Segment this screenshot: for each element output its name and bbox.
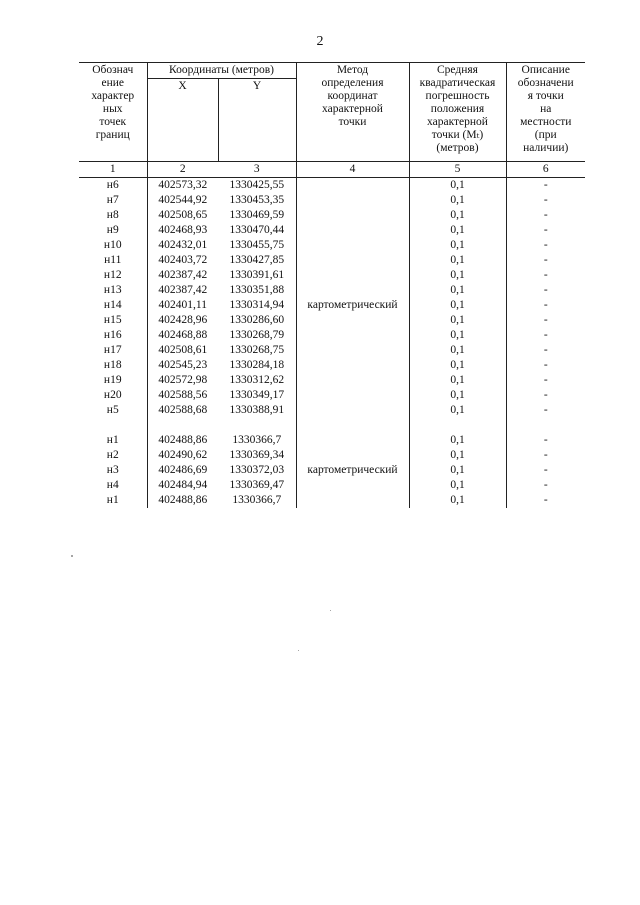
description-cell: - — [543, 329, 548, 341]
point-cell: н1 — [79, 493, 147, 508]
description-cell: - — [543, 224, 548, 236]
point-cell: н14 — [79, 298, 147, 313]
point-cell: н8 — [79, 208, 147, 223]
method-cell: картометрический — [296, 433, 409, 508]
column-number: 4 — [296, 162, 409, 178]
error-cell: 0,1 — [409, 268, 506, 283]
description-cell: - — [543, 254, 548, 266]
y-cell: 1330391,61 — [218, 268, 296, 283]
error-cell: 0,1 — [409, 193, 506, 208]
point-cell: н13 — [79, 283, 147, 298]
description-cell: - — [543, 464, 548, 476]
error-cell: 0,1 — [409, 298, 506, 313]
point-cell: н11 — [79, 253, 147, 268]
x-cell: 402484,94 — [158, 479, 208, 491]
point-cell: н7 — [79, 193, 147, 208]
x-cell: 402588,56 — [158, 389, 208, 401]
description-cell: - — [543, 434, 548, 446]
point-cell: н4 — [79, 478, 147, 493]
point-cell: н17 — [79, 343, 147, 358]
description-cell: - — [543, 239, 548, 251]
x-cell: 402588,68 — [158, 404, 208, 416]
description-cell: - — [543, 359, 548, 371]
x-cell: 402573,32 — [158, 179, 208, 191]
error-cell: 0,1 — [409, 358, 506, 373]
error-cell: 0,1 — [409, 223, 506, 238]
table-row — [79, 178, 585, 194]
y-cell: 1330268,75 — [218, 343, 296, 358]
x-cell: 402572,98 — [158, 374, 208, 386]
point-cell: н2 — [79, 448, 147, 463]
y-cell: 1330470,44 — [218, 223, 296, 238]
point-cell: н10 — [79, 238, 147, 253]
scan-speck — [298, 650, 299, 651]
scan-speck — [71, 555, 73, 557]
y-cell: 1330427,85 — [218, 253, 296, 268]
error-cell: 0,1 — [409, 253, 506, 268]
point-cell: н18 — [79, 358, 147, 373]
column-number: 3 — [218, 162, 296, 178]
point-cell: н5 — [79, 403, 147, 418]
description-cell: - — [543, 314, 548, 326]
error-cell: 0,1 — [409, 178, 506, 194]
point-cell: н12 — [79, 268, 147, 283]
y-cell: 1330453,35 — [218, 193, 296, 208]
scan-speck — [330, 610, 331, 611]
y-cell: 1330372,03 — [218, 463, 296, 478]
header-x: X — [147, 79, 218, 162]
x-cell: 402508,61 — [158, 344, 208, 356]
x-cell: 402545,23 — [158, 359, 208, 371]
x-cell: 402401,11 — [158, 299, 207, 311]
description-cell: - — [543, 179, 548, 191]
y-cell: 1330286,60 — [218, 313, 296, 328]
error-cell: 0,1 — [409, 478, 506, 493]
y-cell: 1330284,18 — [218, 358, 296, 373]
error-cell: 0,1 — [409, 433, 506, 448]
point-cell: н6 — [79, 178, 147, 194]
column-number: 2 — [147, 162, 218, 178]
x-cell: 402544,92 — [158, 194, 208, 206]
error-cell: 0,1 — [409, 373, 506, 388]
y-cell: 1330366,7 — [218, 433, 296, 448]
point-cell: н9 — [79, 223, 147, 238]
description-cell: - — [543, 299, 548, 311]
error-cell: 0,1 — [409, 343, 506, 358]
error-cell: 0,1 — [409, 388, 506, 403]
header-description: Описание обозначени я точки на местности (при наличии) — [506, 63, 585, 162]
y-cell: 1330268,79 — [218, 328, 296, 343]
x-cell: 402432,01 — [158, 239, 208, 251]
x-cell: 402468,88 — [158, 329, 208, 341]
page-number: 2 — [316, 34, 324, 49]
description-cell: - — [543, 194, 548, 206]
table-body — [79, 178, 585, 509]
method-cell: картометрический — [296, 178, 409, 434]
description-cell: - — [543, 374, 548, 386]
y-cell: 1330455,75 — [218, 238, 296, 253]
error-cell: 0,1 — [409, 283, 506, 298]
error-cell: 0,1 — [409, 238, 506, 253]
column-number: 6 — [506, 162, 585, 178]
description-cell: - — [543, 389, 548, 401]
description-cell: - — [543, 344, 548, 356]
y-cell: 1330312,62 — [218, 373, 296, 388]
description-cell: - — [543, 449, 548, 461]
y-cell: 1330351,88 — [218, 283, 296, 298]
point-cell: н3 — [79, 463, 147, 478]
table-row — [79, 433, 585, 448]
header-designation: Обознач ение характер ных точек границ — [79, 63, 147, 162]
header-error: Средняя квадратическая погрешность положения характерной точки (Mₜ) (метров) — [409, 63, 506, 162]
x-cell: 402428,96 — [158, 314, 208, 326]
description-cell: - — [543, 494, 548, 506]
y-cell: 1330369,34 — [218, 448, 296, 463]
header-y: Y — [218, 79, 296, 162]
description-cell: - — [543, 209, 548, 221]
error-cell: 0,1 — [409, 313, 506, 328]
description-cell: - — [543, 479, 548, 491]
y-cell: 1330314,94 — [218, 298, 296, 313]
point-cell: н1 — [79, 433, 147, 448]
x-cell: 402490,62 — [158, 449, 208, 461]
y-cell: 1330469,59 — [218, 208, 296, 223]
point-cell: н20 — [79, 388, 147, 403]
x-cell: 402468,93 — [158, 224, 208, 236]
description-cell: - — [543, 284, 548, 296]
header-method: Метод определения координат характерной точки — [296, 63, 409, 162]
error-cell: 0,1 — [409, 448, 506, 463]
error-cell: 0,1 — [409, 403, 506, 418]
x-cell: 402387,42 — [158, 284, 208, 296]
y-cell: 1330349,17 — [218, 388, 296, 403]
point-cell: н16 — [79, 328, 147, 343]
y-cell: 1330388,91 — [218, 403, 296, 418]
y-cell: 1330425,55 — [218, 178, 296, 194]
error-cell: 0,1 — [409, 328, 506, 343]
point-cell: н15 — [79, 313, 147, 328]
x-cell: 402488,86 — [158, 434, 208, 446]
y-cell: 1330366,7 — [218, 493, 296, 508]
error-cell: 0,1 — [409, 463, 506, 478]
error-cell: 0,1 — [409, 208, 506, 223]
x-cell: 402508,65 — [158, 209, 208, 221]
column-number: 5 — [409, 162, 506, 178]
description-cell: - — [543, 269, 548, 281]
error-cell: 0,1 — [409, 493, 506, 508]
header-coordinates: Координаты (метров) — [147, 63, 296, 79]
y-cell: 1330369,47 — [218, 478, 296, 493]
x-cell: 402486,69 — [158, 464, 208, 476]
point-cell: н19 — [79, 373, 147, 388]
x-cell: 402488,86 — [158, 494, 208, 506]
x-cell: 402403,72 — [158, 254, 208, 266]
x-cell: 402387,42 — [158, 269, 208, 281]
description-cell: - — [543, 404, 548, 416]
coordinates-table — [79, 62, 585, 508]
column-number: 1 — [79, 162, 147, 178]
